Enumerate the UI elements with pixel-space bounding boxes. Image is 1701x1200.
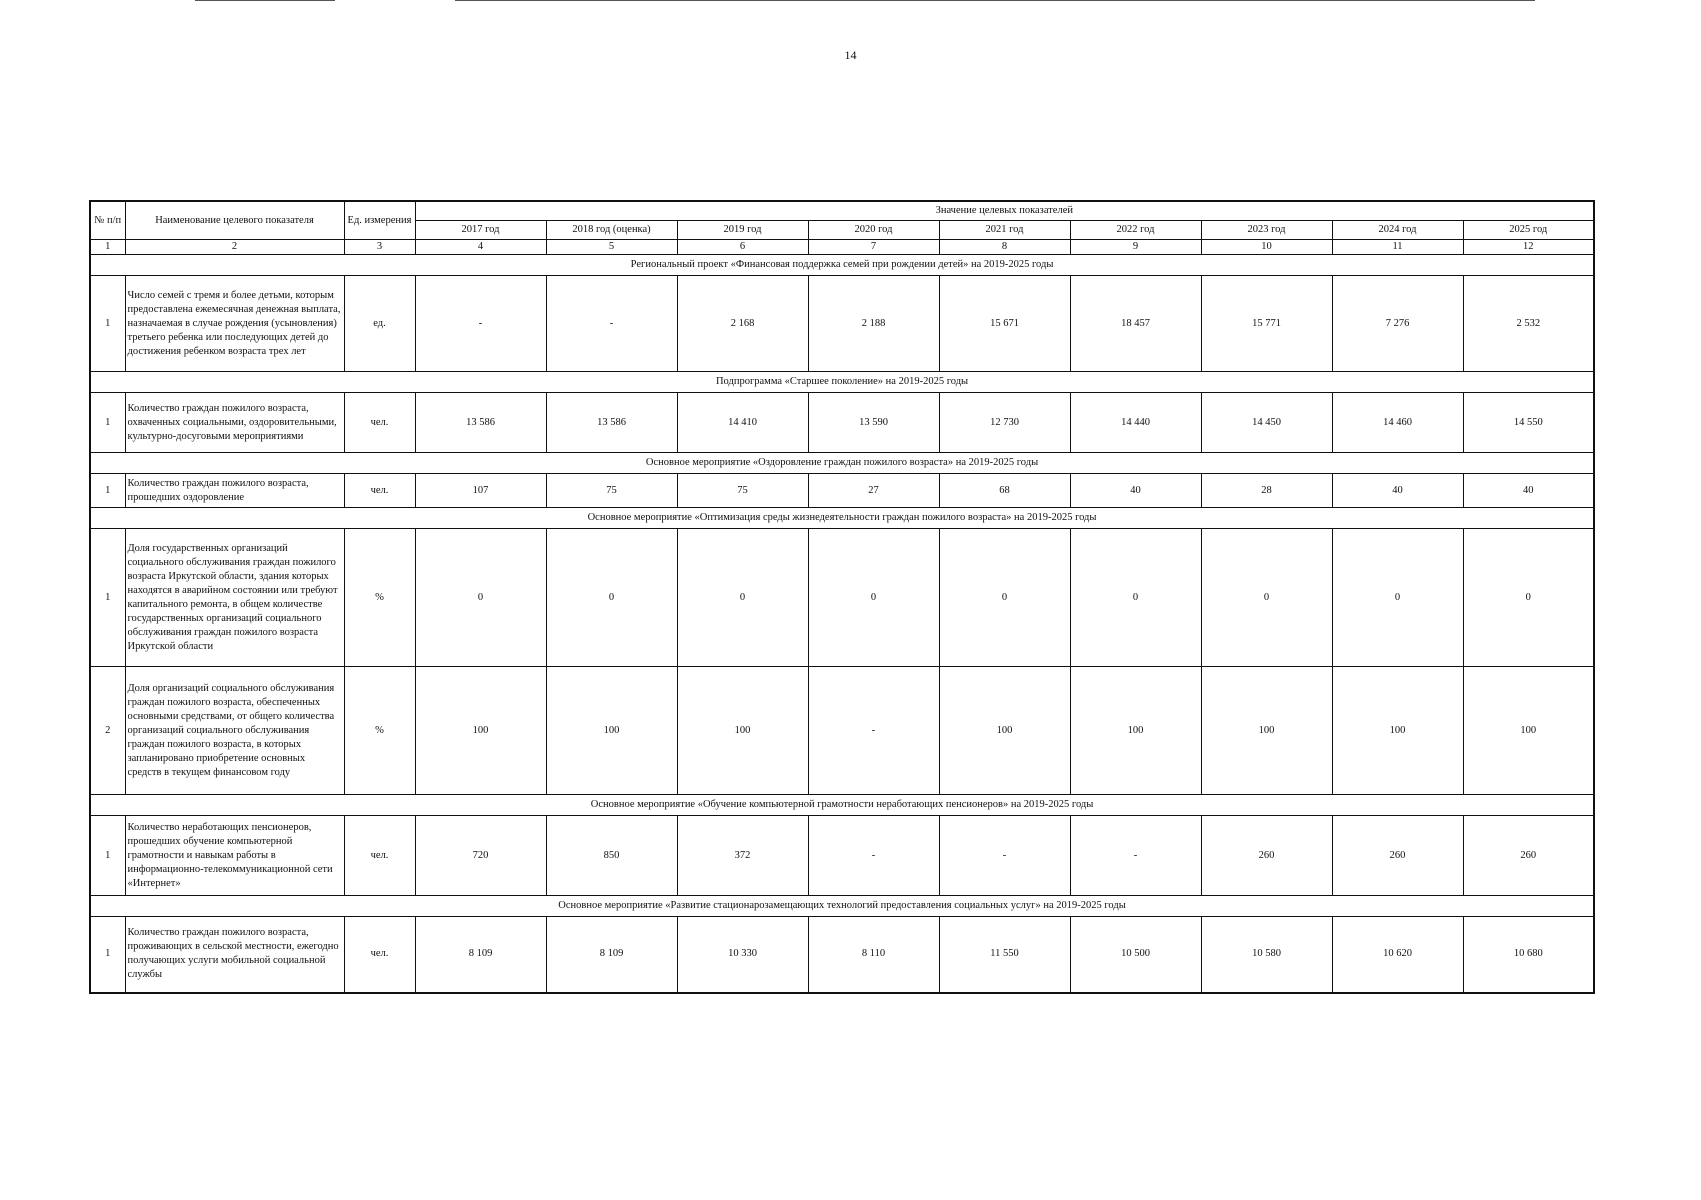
column-number: 1: [90, 240, 125, 255]
indicator-value: 2 532: [1463, 276, 1594, 372]
indicator-value: 75: [546, 474, 677, 508]
indicator-value: 260: [1332, 816, 1463, 896]
indicator-value: 68: [939, 474, 1070, 508]
section-title: Основное мероприятие «Обучение компьютерной грамотности неработающих пенсионеров» на 2019-2025 годы: [90, 795, 1594, 816]
header-year: 2025 год: [1463, 221, 1594, 240]
indicator-name: Доля государственных организаций социального обслуживания граждан пожилого возраста Иркутской области, здания которых находятся в аварийном состоянии или требуют капитального ремонта, в общем количестве государственных организаций социального обслуживания граждан пожилого возраста Иркутской области: [125, 529, 344, 667]
indicator-unit: чел.: [344, 917, 415, 993]
indicator-value: 0: [415, 529, 546, 667]
row-number: 1: [90, 276, 125, 372]
indicator-value: 18 457: [1070, 276, 1201, 372]
indicator-name: Количество граждан пожилого возраста, охваченных социальными, оздоровительными, культурно-досуговыми мероприятиями: [125, 393, 344, 453]
indicator-value: 7 276: [1332, 276, 1463, 372]
table-row: [90, 816, 1594, 896]
indicator-name: Количество неработающих пенсионеров, прошедших обучение компьютерной грамотности и навыкам работы в информационно-телекоммуникационной сети «Интернет»: [125, 816, 344, 896]
table-row: [90, 667, 1594, 795]
indicator-unit: %: [344, 667, 415, 795]
indicator-unit: %: [344, 529, 415, 667]
indicator-value: -: [808, 667, 939, 795]
header-year: 2022 год: [1070, 221, 1201, 240]
indicator-value: 260: [1201, 816, 1332, 896]
table-row: [90, 529, 1594, 667]
indicator-value: 0: [1463, 529, 1594, 667]
indicator-value: 12 730: [939, 393, 1070, 453]
section-title: Основное мероприятие «Оздоровление граждан пожилого возраста» на 2019-2025 годы: [90, 453, 1594, 474]
header-year: 2023 год: [1201, 221, 1332, 240]
indicator-value: -: [546, 276, 677, 372]
indicator-unit: чел.: [344, 393, 415, 453]
column-number: 7: [808, 240, 939, 255]
indicator-value: 14 440: [1070, 393, 1201, 453]
header-row-1: [90, 201, 1594, 221]
table-row: [90, 474, 1594, 508]
indicator-value: 14 550: [1463, 393, 1594, 453]
indicator-value: 2 188: [808, 276, 939, 372]
header-year: 2018 год (оценка): [546, 221, 677, 240]
indicator-value: 40: [1070, 474, 1201, 508]
indicator-value: 372: [677, 816, 808, 896]
indicator-value: 10 580: [1201, 917, 1332, 993]
header-year: 2021 год: [939, 221, 1070, 240]
indicator-value: 40: [1463, 474, 1594, 508]
indicator-value: 10 620: [1332, 917, 1463, 993]
indicator-value: 2 168: [677, 276, 808, 372]
indicator-value: 100: [939, 667, 1070, 795]
indicator-value: 11 550: [939, 917, 1070, 993]
column-number: 9: [1070, 240, 1201, 255]
indicator-value: 0: [546, 529, 677, 667]
indicator-value: -: [415, 276, 546, 372]
indicator-value: 850: [546, 816, 677, 896]
indicator-name: Количество граждан пожилого возраста, проживающих в сельской местности, ежегодно получающих услуги мобильной социальной службы: [125, 917, 344, 993]
indicator-value: 100: [1201, 667, 1332, 795]
top-scan-line-right: [455, 0, 1535, 1]
column-number: 6: [677, 240, 808, 255]
page-number: 14: [844, 48, 857, 62]
indicator-value: 0: [677, 529, 808, 667]
section-title: Региональный проект «Финансовая поддержка семей при рождении детей» на 2019-2025 годы: [90, 255, 1594, 276]
section-header-row: [90, 508, 1594, 529]
indicator-value: 8 109: [415, 917, 546, 993]
indicator-value: 75: [677, 474, 808, 508]
indicator-value: 0: [1201, 529, 1332, 667]
indicator-value: 260: [1463, 816, 1594, 896]
indicator-value: 14 460: [1332, 393, 1463, 453]
indicator-value: 13 586: [546, 393, 677, 453]
table-row: [90, 276, 1594, 372]
indicator-value: 0: [939, 529, 1070, 667]
indicator-value: 100: [1070, 667, 1201, 795]
header-year: 2019 год: [677, 221, 808, 240]
top-scan-line-left: [195, 0, 335, 1]
row-number: 1: [90, 816, 125, 896]
indicator-name: Число семей с тремя и более детьми, которым предоставлена ежемесячная денежная выплата, назначаемая в случае рождения (усыновления) третьего ребенка или последующих детей до достижения ребенком возраста трех лет: [125, 276, 344, 372]
column-number: 3: [344, 240, 415, 255]
header-indicator-name: Наименование целевого показателя: [125, 201, 344, 240]
indicator-value: 100: [677, 667, 808, 795]
indicator-value: 8 110: [808, 917, 939, 993]
header-num: № п/п: [90, 201, 125, 240]
indicator-value: 0: [1070, 529, 1201, 667]
indicator-value: 15 771: [1201, 276, 1332, 372]
header-year: 2024 год: [1332, 221, 1463, 240]
column-number: 8: [939, 240, 1070, 255]
table-row: [90, 917, 1594, 993]
target-indicators-table: [89, 200, 1595, 994]
header-year: 2020 год: [808, 221, 939, 240]
indicator-name: Количество граждан пожилого возраста, прошедших оздоровление: [125, 474, 344, 508]
indicator-value: 100: [415, 667, 546, 795]
indicator-value: 0: [808, 529, 939, 667]
section-header-row: [90, 255, 1594, 276]
indicator-value: 14 410: [677, 393, 808, 453]
indicator-value: -: [939, 816, 1070, 896]
indicator-value: 10 330: [677, 917, 808, 993]
indicator-name: Доля организаций социального обслуживания граждан пожилого возраста, обеспеченных основными средствами, от общего количества организаций социального обслуживания граждан пожилого возраста, в которых запланировано приобретение основных средств в текущем финансовом году: [125, 667, 344, 795]
indicator-value: 14 450: [1201, 393, 1332, 453]
indicator-value: 100: [546, 667, 677, 795]
column-numbers-row: [90, 240, 1594, 255]
indicator-unit: чел.: [344, 474, 415, 508]
row-number: 1: [90, 529, 125, 667]
section-header-row: [90, 453, 1594, 474]
indicator-value: 8 109: [546, 917, 677, 993]
indicator-value: 28: [1201, 474, 1332, 508]
section-header-row: [90, 795, 1594, 816]
indicator-value: 0: [1332, 529, 1463, 667]
indicator-unit: чел.: [344, 816, 415, 896]
indicator-value: 27: [808, 474, 939, 508]
indicator-value: 40: [1332, 474, 1463, 508]
column-number: 12: [1463, 240, 1594, 255]
row-number: 2: [90, 667, 125, 795]
indicator-value: 107: [415, 474, 546, 508]
indicator-value: 10 680: [1463, 917, 1594, 993]
indicator-value: 100: [1463, 667, 1594, 795]
section-header-row: [90, 372, 1594, 393]
indicator-unit: ед.: [344, 276, 415, 372]
indicator-value: 10 500: [1070, 917, 1201, 993]
row-number: 1: [90, 917, 125, 993]
section-title: Подпрограмма «Старшее поколение» на 2019-2025 годы: [90, 372, 1594, 393]
section-title: Основное мероприятие «Оптимизация среды жизнедеятельности граждан пожилого возраста» на 2019-2025 годы: [90, 508, 1594, 529]
indicator-value: 13 590: [808, 393, 939, 453]
table-body: [90, 255, 1594, 993]
section-title: Основное мероприятие «Развитие стационарозамещающих технологий предоставления социальных услуг» на 2019-2025 годы: [90, 896, 1594, 917]
column-number: 5: [546, 240, 677, 255]
indicator-value: -: [808, 816, 939, 896]
header-unit: Ед. измерения: [344, 201, 415, 240]
header-values-group: Значение целевых показателей: [415, 201, 1594, 221]
indicator-value: 720: [415, 816, 546, 896]
indicator-value: -: [1070, 816, 1201, 896]
indicator-value: 100: [1332, 667, 1463, 795]
column-number: 10: [1201, 240, 1332, 255]
section-header-row: [90, 896, 1594, 917]
row-number: 1: [90, 393, 125, 453]
table-row: [90, 393, 1594, 453]
column-number: 2: [125, 240, 344, 255]
column-number: 11: [1332, 240, 1463, 255]
indicator-value: 13 586: [415, 393, 546, 453]
header-year: 2017 год: [415, 221, 546, 240]
indicator-value: 15 671: [939, 276, 1070, 372]
column-number: 4: [415, 240, 546, 255]
row-number: 1: [90, 474, 125, 508]
